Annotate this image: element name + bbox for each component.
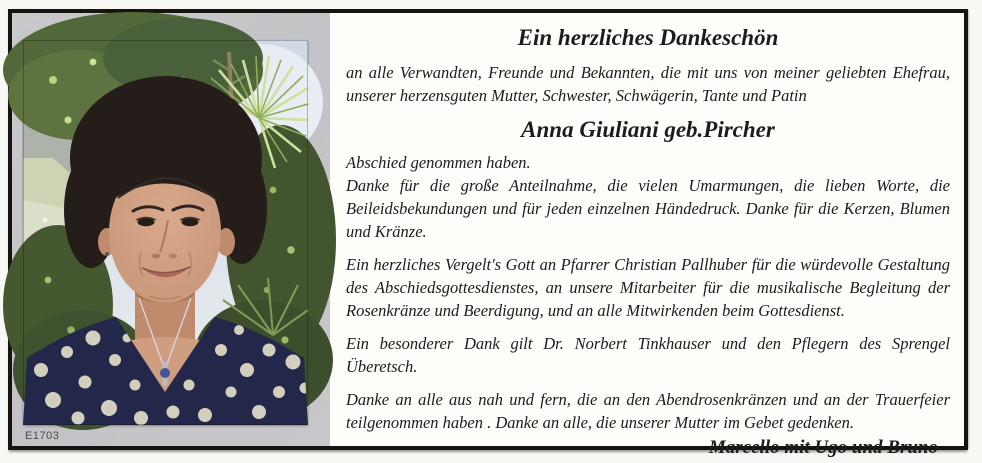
thanks-paragraph-4: Ein besonderer Dank gilt Dr. Norbert Tinkhauser und den Pflegern des Sprengel Überetsch. [346,334,950,376]
thanks-paragraph-1: Abschied genommen haben. [346,153,531,172]
portrait-photo [23,40,308,425]
card-title: Ein herzliches Dankeschön [517,25,779,50]
photo-mount [12,13,330,446]
card-text-column [330,13,964,458]
intro-text: an alle Verwandten, Freunde und Bekannten, die mit uns von meiner geliebten Ehefrau, unserer herzensguten Mutter, Schwester, Schwägerin, Tante und Patin [346,63,950,105]
memorial-card [8,9,968,458]
signature: Marcello mit Ugo und Bruno [708,437,938,458]
thanks-paragraph-5: Danke an alle aus nah und fern, die an den Abendrosenkränzen und an der Trauerfeier teilgenommen haben . Danke an alle, die unserer Mutter im Gebet gedenken. [346,390,950,432]
thanks-paragraph-3: Ein herzliches Vergelt's Gott an Pfarrer Christian Pallhuber für die würdevolle Gestaltung des Abschiedsgottesdienstes, an unsere Mitarbeiter für die musikalische Begleitung der Rosenkränze und Beerdigung, und an alle Mitwirkenden beim Gottesdienst. [346,255,950,320]
thanks-paragraph-2: Danke für die große Anteilnahme, die vielen Umarmungen, die lieben Worte, die Beileidsbekundungen und für jeden einzelnen Händedruck. Danke für die Kerzen, Blumen und Kränze. [346,176,950,241]
photo-code: E1703 [25,430,60,442]
deceased-name: Anna Giuliani geb.Pircher [521,117,775,142]
portrait-photo-illustration [23,40,308,425]
